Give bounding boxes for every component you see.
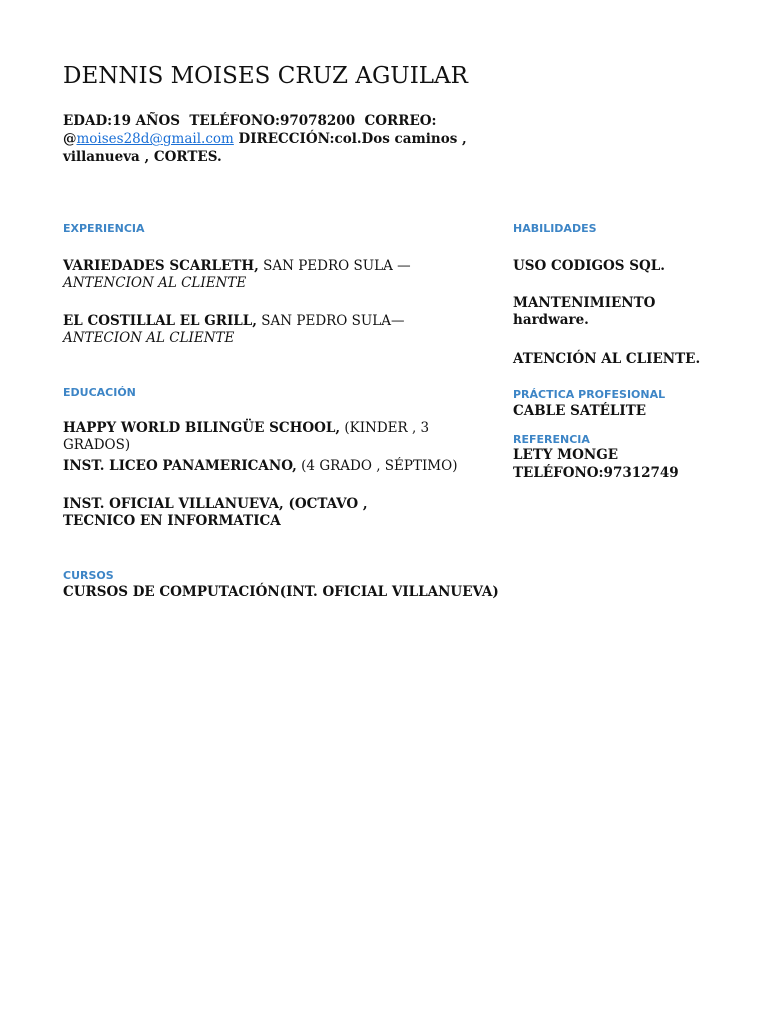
skill-item: USO CODIGOS SQL. — [513, 258, 665, 274]
experience-location: SAN PEDRO SULA— — [256, 313, 405, 329]
skill-item: MANTENIMIENTO hardware. — [513, 295, 656, 328]
courses-heading: CURSOS — [63, 569, 114, 582]
education-item — [63, 496, 443, 530]
email-label: CORREO: — [364, 113, 437, 129]
experience-company: EL COSTILLAL EL GRILL, — [63, 313, 257, 329]
phone-label: TELÉFONO: — [189, 113, 280, 129]
phone-value: 97078200 — [279, 113, 356, 129]
experience-heading: EXPERIENCIA — [63, 222, 145, 235]
skill-item: ATENCIÓN AL CLIENTE. — [513, 351, 701, 367]
age-label: EDAD: — [63, 113, 113, 129]
address-value: col.Dos caminos , villanueva , CORTES. — [63, 131, 467, 165]
education-item — [63, 420, 478, 454]
experience-role: ANTECION AL CLIENTE — [63, 330, 235, 346]
education-detail: (KINDER , 3 GRADOS) — [63, 420, 430, 453]
education-heading: EDUCACIÓN — [63, 386, 136, 399]
address-label: DIRECCIÓN: — [238, 131, 335, 147]
education-item — [63, 458, 478, 475]
email-prefix: @ — [63, 131, 77, 147]
experience-location: SAN PEDRO SULA — — [258, 258, 411, 274]
email-link[interactable]: moises28d@gmail.com — [76, 131, 234, 147]
practice-heading: PRÁCTICA PROFESIONAL — [513, 388, 666, 401]
education-school: INST. LICEO PANAMERICANO, — [63, 458, 297, 474]
practice-text: CABLE SATÉLITE — [513, 403, 647, 419]
person-name: DENNIS MOISES CRUZ AGUILAR — [63, 63, 468, 89]
reference-heading: REFERENCIA — [513, 433, 590, 446]
experience-item — [63, 313, 478, 347]
experience-company: VARIEDADES SCARLETH, — [63, 258, 259, 274]
education-detail: (4 GRADO , SÉPTIMO) — [296, 458, 458, 474]
courses-text: CURSOS DE COMPUTACIÓN(INT. OFICIAL VILLANUEVA) — [63, 584, 499, 600]
education-school: HAPPY WORLD BILINGÜE SCHOOL, — [63, 420, 341, 436]
experience-role: ANTENCION AL CLIENTE — [63, 275, 247, 291]
reference-name: LETY MONGE — [513, 447, 619, 463]
age-value: 19 AÑOS — [112, 113, 180, 129]
reference-phone: TELÉFONO:97312749 — [513, 465, 679, 481]
skills-heading: HABILIDADES — [513, 222, 597, 235]
contact-info — [63, 112, 483, 166]
education-school: INST. OFICIAL VILLANUEVA, (OCTAVO , TECNICO EN INFORMATICA — [63, 496, 368, 529]
experience-item — [63, 258, 478, 292]
